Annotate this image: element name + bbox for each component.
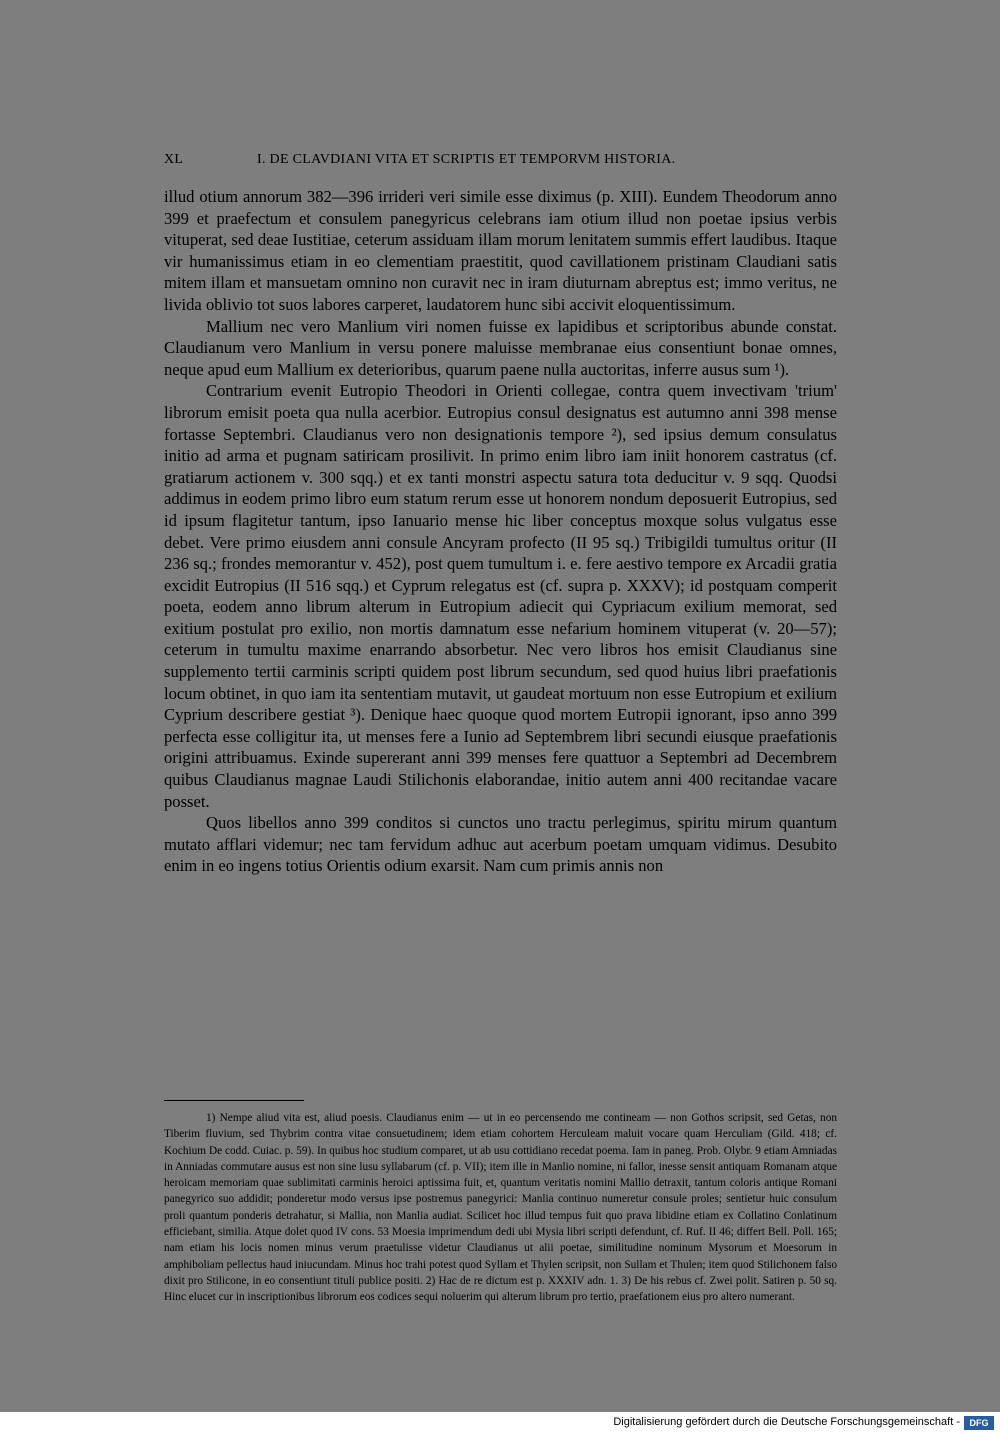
paragraph-4: Quos libellos anno 399 conditos si cunctos uno tractu perlegimus, spiritu mirum quantum mutato afflari videmur; nec tam fervidum adhuc aut acerbum poetam umquam vidimus. Desubito enim in eo ingens totius Orientis odium exarsit. Nam cum primis annis non [164, 813, 837, 876]
dfg-logo: DFG [964, 1416, 994, 1430]
paragraph-3: Contrarium evenit Eutropio Theodori in Orienti collegae, contra quem invectivam 'trium' librorum emisit poeta qua nulla acerbior. Eutropius consul designatus est autumno anni 398 mense fortasse Septembri. Claudianus vero non designationis tempore ²), sed ipsius demum consulatus initio ad arma et pugnam satiricam prosilivit. In primo enim libro iam iniit honorem castratus (cf. gratiarum actionem v. 300 sqq.) et ex tanti monstri aspectu satura tota deducitur v. 9 sqq. Quodsi addimus in eodem primo libro eum statum rerum esse ut honorem nondum deposuerit Eutropius, sed id ipsum flagitetur tantum, ipso Ianuario mense hic liber conceptus moxque solus vulgatus esse debet. Vere primo eiusdem anni consule Ancyram profecto (II 95 sq.) Tribigildi tumultus oritur (II 236 sq.; frondes memorantur v. 452), post quem tumultum i. e. fere aestivo tempore ex Arcadii gratia excidit Eutropius (II 516 sqq.) et Cyprum relegatus est (cf. supra p. XXXV); id postquam comperit poeta, eodem anno librum alterum in Eutropium adiecit qui Cypriacum exilium memorat, sed exitium postulat pro exilio, non mortis damnatum esse nefarium hominem vituperat (v. 20—57); ceterum in tumultu maxime enarrando absorbetur. Nec vero libros hos emisit Claudianus sine supplemento tertii carminis scripti quidem post librum secundum, sed quod huius libri praefationis locum obtinet, in quo iam ita sententiam mutavit, ut gaudeat mortuum non esse Eutropium et exilium Cyprium describere gestiat ³). Denique haec quoque quod mortem Eutropii ignorant, ipso anno 399 perfecta esse colligitur ita, ut menses fere a Iunio ad Septembrem libri secundi eiusque praefationis origini attribuamus. Exinde supererant anni 399 menses fere quattuor a Septembri ad Decembrem quibus Claudianus magnae Laudi Stilichonis elaborandae, initio autem anni 400 recitandae vacare posset. [164, 381, 837, 811]
funding-credit: Digitalisierung gefördert durch die Deutsche Forschungsgemeinschaft - [613, 1416, 960, 1428]
digitization-footer [0, 1412, 1000, 1434]
footnote-block: 1) Nempe aliud vita est, aliud poesis. Claudianus enim — ut in eo percensendo me contineam — non Gothos scripsit, sed Getas, non Tiberim fluvium, sed Thybrim contra vitae consuetudinem; idem etiam cohortem Herculeam maluit vocare quam Herculiam (Gild. 418; cf. Kochium De codd. Cuiac. p. 59). In quibus hoc studium comparet, ut ab usu cottidiano recedat poema. Iam in paneg. Prob. Olybr. 9 etiam Amniadas in Anniadas commutare ausus est non sine lusu syllabarum (cf. p. VII); item ille in Manlio nomine, ni fallor, inesse sensit antiquam Romanam atque heroicam memoriam quae sublimitati carminis heroici aptissima fuit, et, quantum veritatis nomini Mallio detraxit, tantum coloris antique Romani panegyrico suo addidit; ponderetur modo versus ipse postremus panegyrici: Manlia continuo numeretur consule proles; sentietur huic consulum proli quantum ponderis detrahatur, si Mallia, non Manlia audiat. Scilicet hoc illud tempus fuit quo prava libidine etiam ex Collatino Conlatinum efficiebant, similia. Atque dolet quod IV cons. 53 Moesia imprimendum dedi ubi Mysia libri scripti defendunt, cf. Ruf. II 46; differt Bell. Poll. 165; nam etiam his locis nomen minus verum praetulisse videtur Claudianus ut alii poetae, similitudine nominum Mysorum et Moesorum in amphiboliam pellectus haud iniucundam. Minus hoc trahi potest quod Syllam et Thylen scripsit, non Sullam et Thulen; item quod Stilichonem falso dixit pro Stilicone, in eo consentiunt tituli publice positi. 2) Hac de re dictum est p. XXXIV adn. 1. 3) De his rebus cf. Zwei polit. Satiren p. 50 sq. Hinc elucet cur in inscriptionibus librorum eos codices sequi noluerim qui alterum librum pro tertio, praefationem eius pro altero numerant. [164, 1112, 837, 1304]
paragraph-2: Mallium nec vero Manlium viri nomen fuisse ex lapidibus et scriptoribus abunde constat. Claudianum vero Manlium in versu ponere maluisse membranae eius consentiunt bonae omnes, neque apud eum Mallium ex deterioribus, quarum paene nulla auctoritas, inferre ausus sum ¹). [164, 316, 837, 379]
running-title: I. DE CLAVDIANI VITA ET SCRIPTIS ET TEMPORVM HISTORIA. [257, 152, 676, 167]
footnote-divider [164, 1100, 304, 1101]
footnotes [164, 1110, 837, 1306]
paragraph-1: illud otium annorum 382—396 irrideri veri simile esse diximus (p. XIII). Eundem Theodorum anno 399 et praefectum et consulem panegyricus celebrans iam otium illud non poetae ipsius verbis vituperat, sed deae Iustitiae, ceterum assiduam illam morum lenitatem summis effert laudibus. Itaque vir humanissimus etiam in eo clementiam praestitit, quod cavillationem pristinam Claudiani satis mitem illam et mansuetam omnino non curavit nec in iram diuturnam abreptus est; immo veritus, ne livida oblivio tot suos labores carperet, laudatorem hunc sibi accivit eloquentissimum. [164, 187, 837, 314]
main-text [164, 186, 837, 877]
page-number: XL [164, 152, 184, 167]
